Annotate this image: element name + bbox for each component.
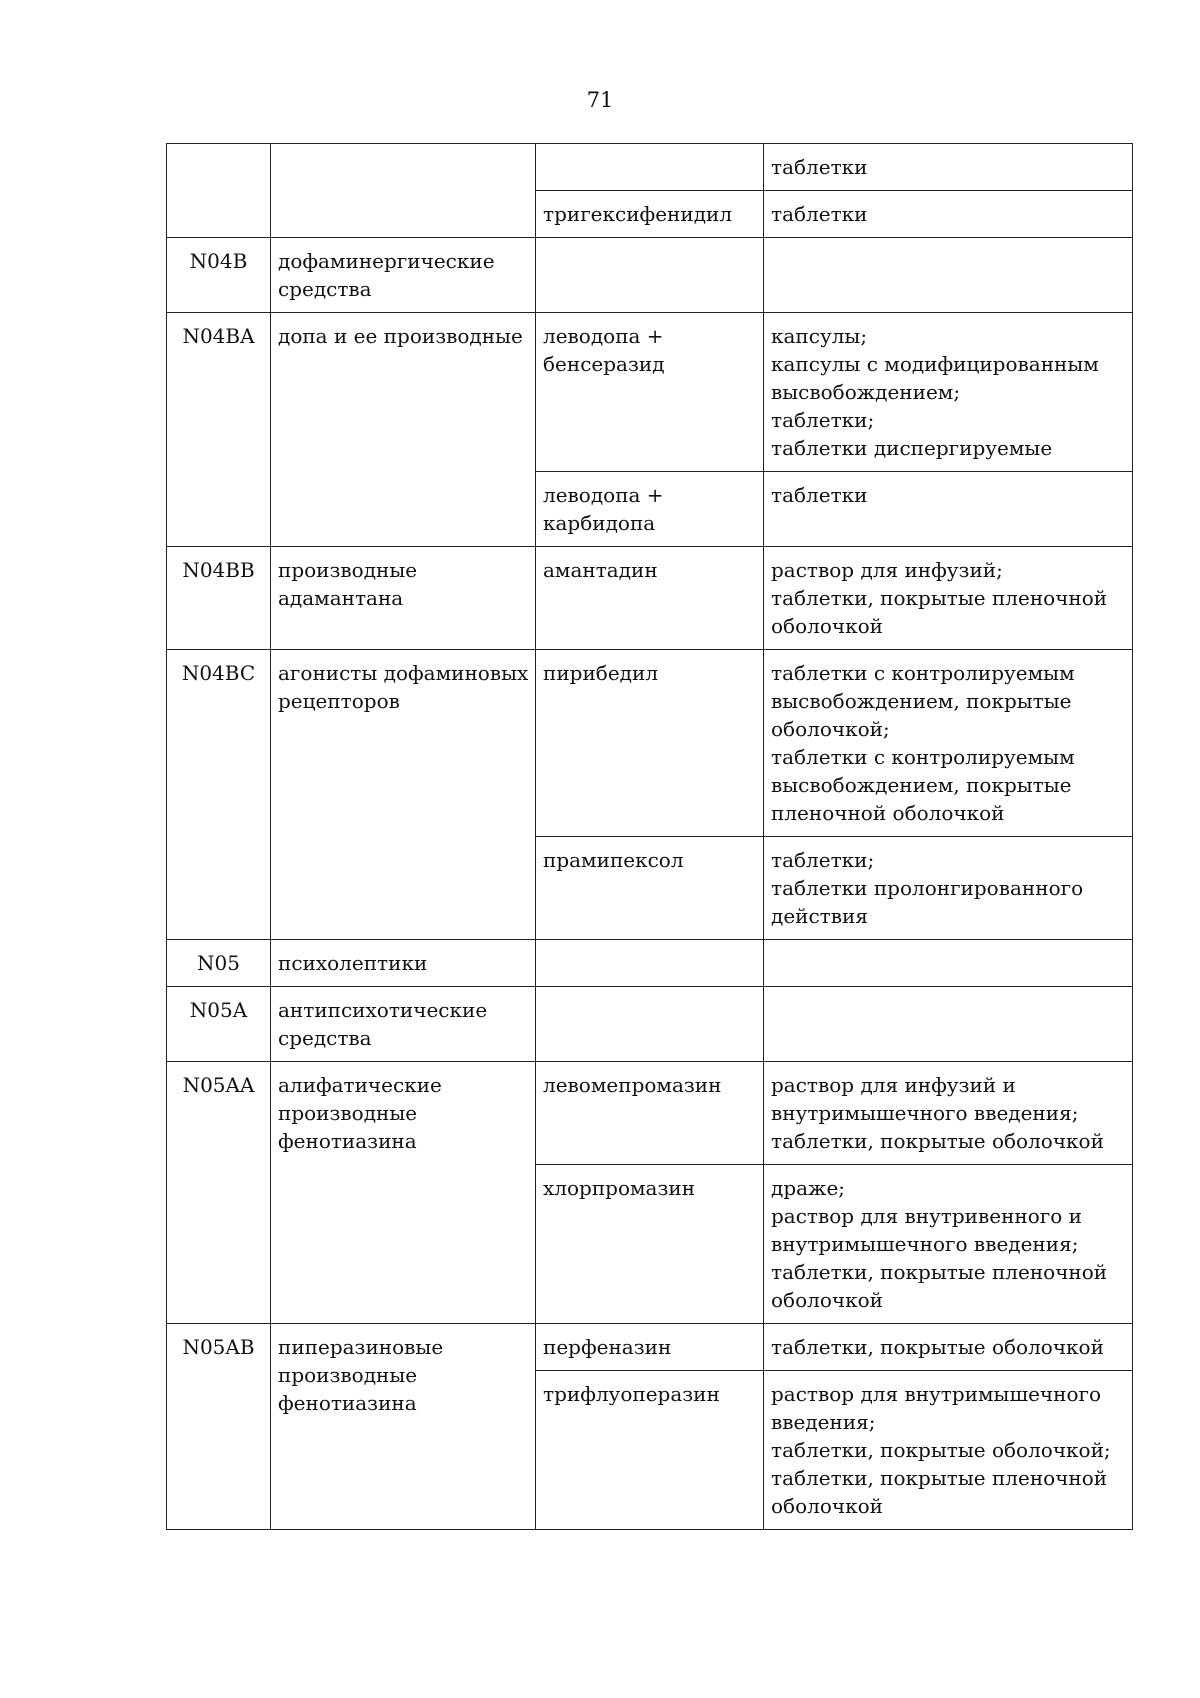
drug-name-line: левомепромазин	[543, 1073, 722, 1097]
drug-name-cell	[536, 547, 764, 650]
dosage-form-cell	[764, 1062, 1133, 1165]
dosage-form-line: таблетки, покрытые пленочной	[771, 1260, 1108, 1284]
group-name-line: допа и ее производные	[278, 324, 523, 348]
drug-name-line: леводопа +	[543, 324, 664, 348]
dosage-form-line: раствор для внутримышечного	[771, 1382, 1102, 1406]
dosage-form-line: таблетки с контролируемым	[771, 745, 1075, 769]
dosage-form-cell	[764, 987, 1133, 1062]
atc-code-cell: N04BB	[167, 547, 271, 650]
drug-name-cell	[536, 1062, 764, 1165]
dosage-form-line: оболочкой	[771, 1288, 883, 1312]
dosage-form-line: таблетки пролонгированного	[771, 876, 1084, 900]
drug-name-cell	[536, 191, 764, 238]
drug-name-line: бенсеразид	[543, 352, 665, 376]
group-name-line: производные	[278, 1363, 418, 1387]
atc-code-cell: N05AB	[167, 1324, 271, 1530]
atc-code-cell: N05A	[167, 987, 271, 1062]
group-name-line: производные	[278, 1101, 418, 1125]
drug-name-line: прамипексол	[543, 848, 684, 872]
table-row	[167, 547, 1133, 650]
drug-name-cell	[536, 650, 764, 837]
dosage-form-line: драже;	[771, 1176, 846, 1200]
table-row	[167, 313, 1133, 472]
group-name-line: рецепторов	[278, 689, 400, 713]
table-row	[167, 1062, 1133, 1165]
dosage-form-line: оболочкой;	[771, 717, 890, 741]
table-row	[167, 1324, 1133, 1371]
group-name-line: средства	[278, 1026, 372, 1050]
group-name-line: производные	[278, 558, 418, 582]
dosage-form-line: таблетки, покрытые пленочной	[771, 586, 1108, 610]
dosage-form-line: оболочкой	[771, 1494, 883, 1518]
atc-code-cell: N04BA	[167, 313, 271, 547]
drug-name-line: трифлуоперазин	[543, 1382, 720, 1406]
dosage-form-line: таблетки;	[771, 408, 875, 432]
group-name-cell	[271, 650, 536, 940]
table-row	[167, 650, 1133, 837]
atc-code-cell: N04BC	[167, 650, 271, 940]
dosage-form-line: высвобождением, покрытые	[771, 689, 1072, 713]
dosage-form-line: раствор для инфузий;	[771, 558, 1003, 582]
dosage-form-cell	[764, 940, 1133, 987]
dosage-form-cell	[764, 1371, 1133, 1530]
dosage-form-line: действия	[771, 904, 868, 928]
drug-name-line: перфеназин	[543, 1335, 672, 1359]
dosage-form-cell	[764, 1165, 1133, 1324]
dosage-form-cell	[764, 144, 1133, 191]
drug-name-cell	[536, 313, 764, 472]
dosage-form-line: внутримышечного введения;	[771, 1232, 1079, 1256]
dosage-form-line: таблетки;	[771, 848, 875, 872]
dosage-form-line: таблетки, покрытые оболочкой;	[771, 1438, 1111, 1462]
group-name-line: пиперазиновые	[278, 1335, 444, 1359]
drug-name-line: хлорпромазин	[543, 1176, 696, 1200]
group-name-cell	[271, 1324, 536, 1530]
drug-name-line: пирибедил	[543, 661, 659, 685]
dosage-form-line: высвобождением;	[771, 380, 961, 404]
dosage-form-line: таблетки, покрытые пленочной	[771, 1466, 1108, 1490]
dosage-form-line: таблетки	[771, 155, 868, 179]
dosage-form-cell	[764, 1324, 1133, 1371]
dosage-form-cell	[764, 191, 1133, 238]
table-row	[167, 987, 1133, 1062]
drug-name-line: амантадин	[543, 558, 658, 582]
drug-name-line: тригексифенидил	[543, 202, 733, 226]
group-name-line: антипсихотические	[278, 998, 488, 1022]
dosage-form-line: таблетки	[771, 202, 868, 226]
group-name-line: психолептики	[278, 951, 428, 975]
drug-name-cell	[536, 1324, 764, 1371]
group-name-line: фенотиазина	[278, 1129, 417, 1153]
table-row	[167, 144, 1133, 191]
group-name-cell	[271, 987, 536, 1062]
dosage-form-line: таблетки диспергируемые	[771, 436, 1053, 460]
drug-name-line: леводопа +	[543, 483, 664, 507]
group-name-line: агонисты дофаминовых	[278, 661, 529, 685]
dosage-form-line: введения;	[771, 1410, 876, 1434]
table-row	[167, 238, 1133, 313]
atc-code-cell: N04B	[167, 238, 271, 313]
dosage-form-cell	[764, 238, 1133, 313]
group-name-cell	[271, 238, 536, 313]
page-number: 71	[586, 88, 614, 112]
group-name-line: средства	[278, 277, 372, 301]
group-name-line: адамантана	[278, 586, 404, 610]
dosage-form-line: таблетки с контролируемым	[771, 661, 1075, 685]
dosage-form-cell	[764, 650, 1133, 837]
drug-name-cell	[536, 472, 764, 547]
drug-name-line: карбидопа	[543, 511, 656, 535]
drug-name-cell	[536, 987, 764, 1062]
drug-name-cell	[536, 1165, 764, 1324]
group-name-line: дофаминергические	[278, 249, 495, 273]
group-name-line: фенотиазина	[278, 1391, 417, 1415]
drug-name-cell	[536, 238, 764, 313]
group-name-cell	[271, 940, 536, 987]
dosage-form-line: таблетки	[771, 483, 868, 507]
atc-code-cell: N05AA	[167, 1062, 271, 1324]
dosage-form-line: таблетки, покрытые оболочкой	[771, 1129, 1104, 1153]
table-row	[167, 940, 1133, 987]
drug-name-cell	[536, 837, 764, 940]
drug-name-cell	[536, 940, 764, 987]
dosage-form-line: оболочкой	[771, 614, 883, 638]
group-name-cell	[271, 144, 536, 238]
dosage-form-line: пленочной оболочкой	[771, 801, 1005, 825]
dosage-form-cell	[764, 472, 1133, 547]
group-name-cell	[271, 547, 536, 650]
dosage-form-line: раствор для внутривенного и	[771, 1204, 1083, 1228]
atc-code-cell	[167, 144, 271, 238]
group-name-cell	[271, 313, 536, 547]
group-name-cell	[271, 1062, 536, 1324]
drug-name-cell	[536, 144, 764, 191]
dosage-form-cell	[764, 837, 1133, 940]
dosage-form-cell	[764, 313, 1133, 472]
dosage-form-cell	[764, 547, 1133, 650]
dosage-form-line: раствор для инфузий и	[771, 1073, 1016, 1097]
group-name-line: алифатические	[278, 1073, 442, 1097]
dosage-form-line: капсулы с модифицированным	[771, 352, 1099, 376]
atc-drug-table	[166, 143, 1133, 1530]
atc-code-cell: N05	[167, 940, 271, 987]
dosage-form-line: таблетки, покрытые оболочкой	[771, 1335, 1104, 1359]
dosage-form-line: высвобождением, покрытые	[771, 773, 1072, 797]
dosage-form-line: капсулы;	[771, 324, 868, 348]
drug-name-cell	[536, 1371, 764, 1530]
dosage-form-line: внутримышечного введения;	[771, 1101, 1079, 1125]
